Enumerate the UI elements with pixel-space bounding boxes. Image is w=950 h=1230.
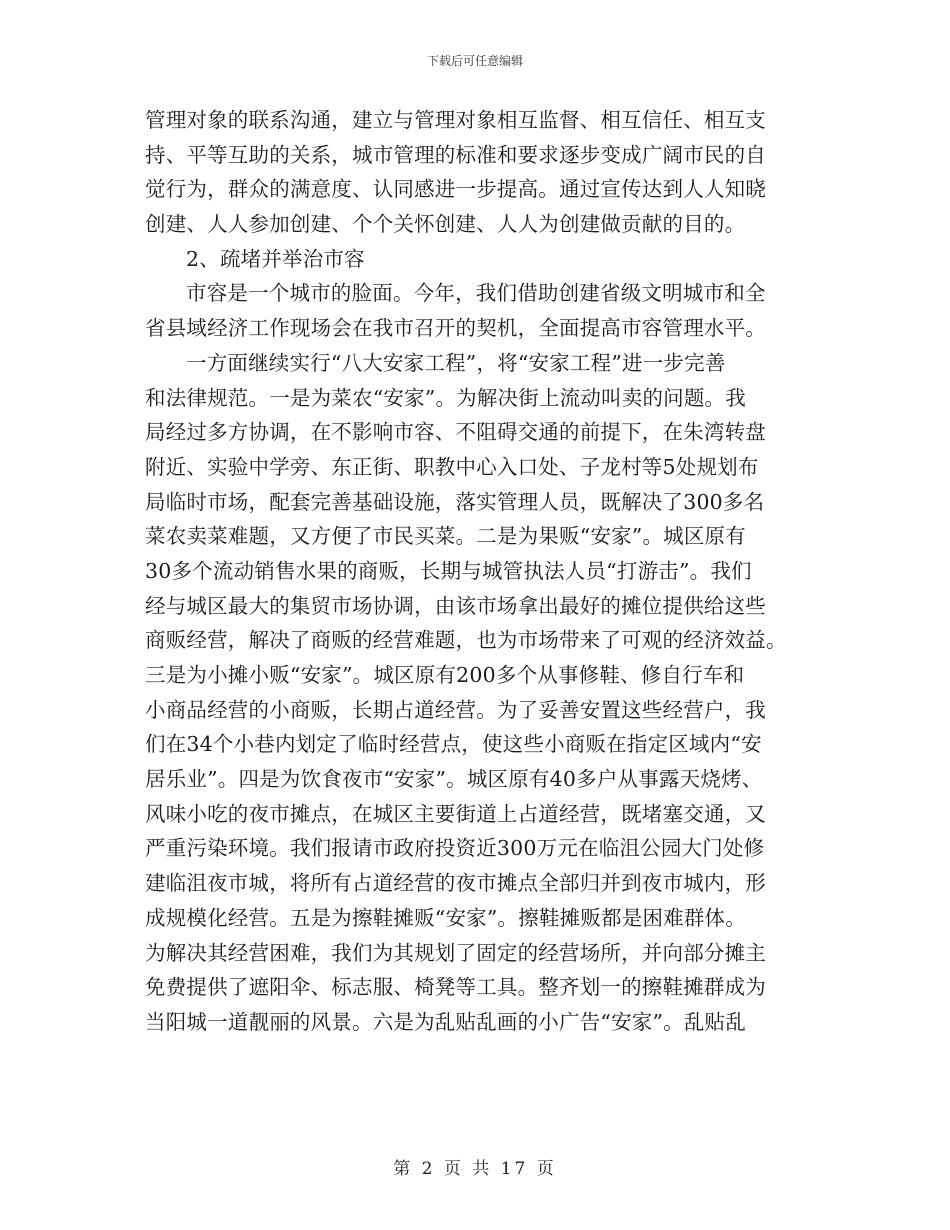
text-line: 管理对象的联系沟通，建立与管理对象相互监督、相互信任、相互支	[145, 108, 766, 132]
text-line: 经与城区最大的集贸市场协调，由该市场拿出最好的摊位提供给这些	[145, 593, 766, 618]
text-line: 免费提供了遮阳伞、标志服、椅凳等工具。整齐划一的擦鞋摊群成为	[145, 975, 766, 1000]
text-line: 建临沮夜市城，将所有占道经营的夜市摊点全部归并到夜市城内，形	[145, 871, 766, 896]
document-body	[145, 103, 805, 1040]
text-line: 持、平等互助的关系，城市管理的标准和要求逐步变成广阔市民的自	[145, 142, 766, 167]
text-line: 市容是一个城市的脸面。今年，我们借助创建省级文明城市和全	[186, 281, 766, 306]
text-line: 局经过多方协调，在不影响市容、不阻碍交通的前提下，在朱湾转盘	[145, 420, 766, 445]
text-line: 居乐业”。四是为饮食夜市“安家”。城区原有40多户从事露天烧烤、	[145, 767, 763, 792]
text-line: 严重污染环境。我们报请市政府投资近300万元在临沮公园大门处修	[145, 836, 765, 861]
text-line: 三是为小摊小贩“安家”。城区原有200多个从事修鞋、修自行车和	[145, 663, 745, 687]
text-line: 风味小吃的夜市摊点，在城区主要街道上占道经营，既堵塞交通，又	[145, 801, 766, 826]
text-line: 附近、实验中学旁、东正街、职教中心入口处、子龙村等5处规划布	[145, 454, 759, 479]
text-line: 觉行为，群众的满意度、认同感进一步提高。通过宣传达到人人知晓	[145, 177, 766, 202]
text-line: 们在34个小巷内划定了临时经营点，使这些小商贩在指定区域内“安	[145, 732, 762, 757]
page-header: 下载后可任意编辑	[426, 54, 523, 68]
text-line: 为解决其经营困难，我们为其规划了固定的经营场所，并向部分摊主	[145, 940, 766, 965]
section-heading: 2、疏堵并举治市容	[186, 246, 365, 271]
text-line: 商贩经营，解决了商贩的经营难题，也为市场带来了可观的经济效益。	[145, 628, 787, 653]
text-line: 30多个流动销售水果的商贩，长期与城管执法人员“打游击”。我们	[145, 558, 752, 583]
page-footer: 第 2 页 共 17 页	[393, 1159, 557, 1179]
text-line: 一方面继续实行“八大安家工程”，将“安家工程”进一步完善	[186, 350, 726, 375]
text-line: 局临时市场，配套完善基础设施，落实管理人员，既解决了300多名	[145, 489, 765, 514]
text-line: 成规模化经营。五是为擦鞋摊贩“安家”。擦鞋摊贩都是困难群体。	[145, 905, 746, 930]
text-line: 当阳城一道靓丽的风景。六是为乱贴乱画的小广告“安家”。乱贴乱	[145, 1009, 746, 1034]
text-line: 菜农卖菜难题，又方便了市民买菜。二是为果贩“安家”。城区原有	[145, 524, 746, 549]
text-line: 和法律规范。一是为菜农“安家”。为解决街上流动叫卖的问题。我	[145, 385, 746, 410]
text-line: 创建、人人参加创建、个个关怀创建、人人为创建做贡献的目的。	[145, 212, 746, 237]
text-line: 小商品经营的小商贩，长期占道经营。为了妥善安置这些经营户，我	[145, 697, 766, 722]
text-line: 省县域经济工作现场会在我市召开的契机，全面提高市容管理水平。	[145, 316, 766, 341]
